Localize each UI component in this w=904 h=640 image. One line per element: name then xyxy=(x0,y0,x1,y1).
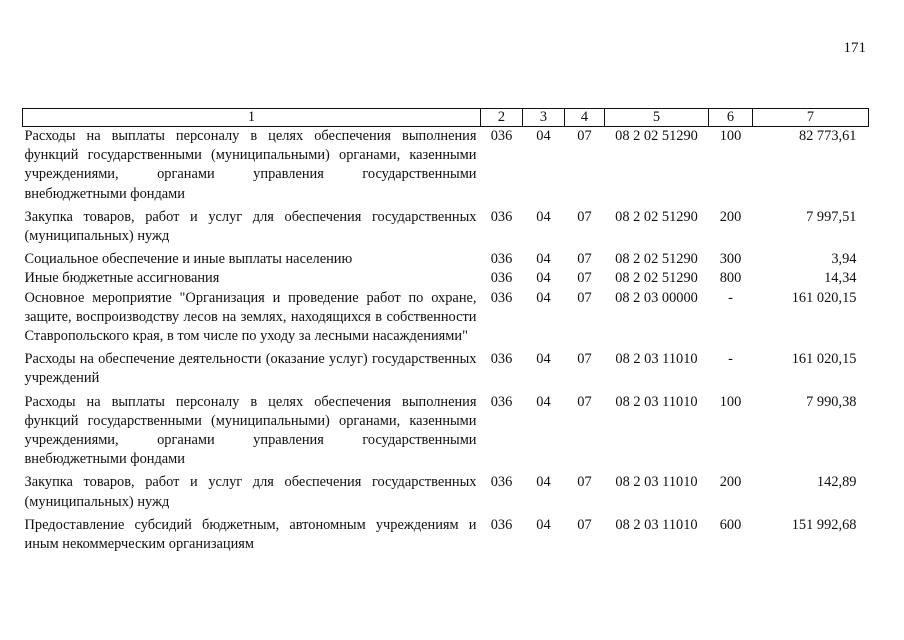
header-cell: 5 xyxy=(605,109,709,127)
expense-type-code: 200 xyxy=(719,208,742,225)
department-code: 036 xyxy=(490,351,513,368)
expense-name: Основное мероприятие "Организация и проведение работ по охране, защите, воспроизводству лесов на землях, находящихся в собственности Ставропольского края, в том числе по уходу за лесными насаждениями" xyxy=(24,289,477,345)
expense-name: Расходы на обеспечение деятельности (оказание услуг) государственных учреждений xyxy=(24,351,477,387)
section-code: 04 xyxy=(536,270,551,287)
department-code: 036 xyxy=(490,128,513,144)
table-row xyxy=(23,250,869,269)
header-cell: 7 xyxy=(753,109,869,127)
section-code: 04 xyxy=(536,128,551,144)
department-code: 036 xyxy=(490,270,513,287)
department-code: 036 xyxy=(490,474,513,491)
expense-name: Расходы на выплаты персоналу в целях обеспечения выполнения функций государственными (муниципальными) органами, казенными учреждениями, органами управления государственными внебюджетными фондами xyxy=(24,128,477,202)
amount: 7 990,38 xyxy=(806,393,857,410)
amount: 7 997,51 xyxy=(806,208,857,225)
amount: 82 773,61 xyxy=(798,128,857,144)
section-code: 04 xyxy=(536,516,551,533)
expense-type-code: 200 xyxy=(719,474,742,491)
expense-name: Социальное обеспечение и иные выплаты населению xyxy=(24,251,353,268)
table-row xyxy=(23,393,869,474)
header-cell: 1 xyxy=(23,109,481,127)
target-article-code: 08 2 02 51290 xyxy=(615,208,698,225)
subsection-code: 07 xyxy=(577,128,592,144)
table-row xyxy=(23,516,869,554)
table-row xyxy=(23,127,869,208)
section-code: 04 xyxy=(536,351,551,368)
amount: 3,94 xyxy=(831,251,857,268)
table-row xyxy=(23,269,869,288)
subsection-code: 07 xyxy=(577,289,592,306)
section-code: 04 xyxy=(536,208,551,225)
amount: 14,34 xyxy=(824,270,857,287)
expense-name: Предоставление субсидий бюджетным, автономным учреждениям и иным некоммерческим организациям xyxy=(24,516,477,553)
expense-type-code: 800 xyxy=(719,270,742,287)
table-header-row xyxy=(23,109,869,127)
expense-type-code: - xyxy=(728,289,733,306)
department-code: 036 xyxy=(490,208,513,225)
target-article-code: 08 2 02 51290 xyxy=(615,128,698,144)
amount: 161 020,15 xyxy=(791,289,857,306)
expense-name: Иные бюджетные ассигнования xyxy=(24,270,220,287)
target-article-code: 08 2 03 11010 xyxy=(615,474,698,491)
subsection-code: 07 xyxy=(577,251,592,268)
target-article-code: 08 2 03 11010 xyxy=(615,516,698,533)
header-cell: 3 xyxy=(523,109,565,127)
subsection-code: 07 xyxy=(577,351,592,368)
section-code: 04 xyxy=(536,289,551,306)
expense-name: Закупка товаров, работ и услуг для обеспечения государственных (муниципальных) нужд xyxy=(24,208,477,245)
amount: 151 992,68 xyxy=(791,516,857,533)
target-article-code: 08 2 02 51290 xyxy=(615,251,698,268)
table-row xyxy=(23,289,869,351)
department-code: 036 xyxy=(490,516,513,533)
budget-table xyxy=(22,108,869,554)
department-code: 036 xyxy=(490,393,513,410)
expense-name: Закупка товаров, работ и услуг для обеспечения государственных (муниципальных) нужд xyxy=(24,474,477,510)
page-number: 171 xyxy=(843,40,866,56)
expense-type-code: - xyxy=(728,351,733,368)
target-article-code: 08 2 03 00000 xyxy=(615,289,698,306)
subsection-code: 07 xyxy=(577,270,592,287)
subsection-code: 07 xyxy=(577,393,592,410)
table-row xyxy=(23,473,869,515)
department-code: 036 xyxy=(490,251,513,268)
expense-type-code: 100 xyxy=(719,393,742,410)
target-article-code: 08 2 03 11010 xyxy=(615,393,698,410)
target-article-code: 08 2 02 51290 xyxy=(615,270,698,287)
header-cell: 6 xyxy=(709,109,753,127)
subsection-code: 07 xyxy=(577,516,592,533)
expense-type-code: 100 xyxy=(719,128,742,144)
amount: 142,89 xyxy=(816,474,857,491)
section-code: 04 xyxy=(536,251,551,268)
expense-type-code: 600 xyxy=(719,516,742,533)
target-article-code: 08 2 03 11010 xyxy=(615,351,698,368)
header-cell: 4 xyxy=(565,109,605,127)
header-cell: 2 xyxy=(481,109,523,127)
amount: 161 020,15 xyxy=(791,351,857,368)
section-code: 04 xyxy=(536,393,551,410)
subsection-code: 07 xyxy=(577,474,592,491)
expense-name: Расходы на выплаты персоналу в целях обеспечения выполнения функций государственными (муниципальными) органами, казенными учреждениями, органами управления государственными внебюджетными фондами xyxy=(24,393,477,468)
section-code: 04 xyxy=(536,474,551,491)
department-code: 036 xyxy=(490,289,513,306)
expense-type-code: 300 xyxy=(719,251,742,268)
table-row xyxy=(23,350,869,392)
table-row xyxy=(23,208,869,250)
subsection-code: 07 xyxy=(577,208,592,225)
